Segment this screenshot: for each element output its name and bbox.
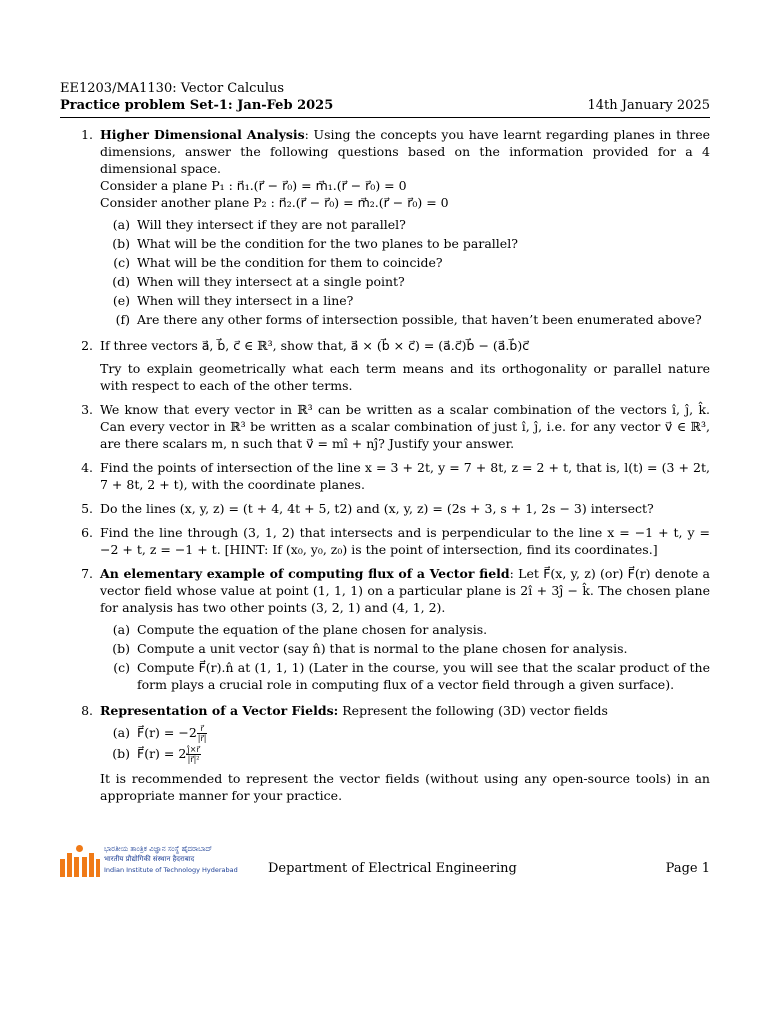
problem-5 bbox=[60, 500, 710, 517]
header-rule bbox=[60, 117, 710, 118]
logo-text-kannada: ಭಾರತೀಯ ತಾಂತ್ರಿಕ ವಿಜ್ಞಾನ ಸಂಸ್ಥೆ ಹೈದರಾಬಾದ್ bbox=[104, 845, 213, 853]
problem-2 bbox=[60, 337, 710, 394]
sub-question: (f) Are there any other forms of intersection possible, that haven’t been enumerated above? bbox=[115, 312, 702, 327]
problem-text: Find the points of intersection of the line x = 3 + 2t, y = 7 + 8t, z = 2 + t, that is, l(t) = (3 + 2t, 7 + 8t, 2 + t), with the coordinate planes. bbox=[100, 460, 710, 492]
date: 14th January 2025 bbox=[587, 98, 710, 113]
logo-text-english: Indian Institute of Technology Hyderabad bbox=[104, 866, 238, 874]
problem-number: 2. bbox=[81, 338, 93, 353]
problem-title: Representation of a Vector Fields: bbox=[100, 703, 339, 718]
problem-1 bbox=[60, 126, 710, 330]
problem-3 bbox=[60, 401, 710, 452]
problem-title: Higher Dimensional Analysis bbox=[100, 127, 305, 142]
plane-p1-definition: Consider a plane P₁ : n⃗₁.(r⃗ − r⃗₀) = m⃗₁.(r⃗ − r⃗₀) = 0 bbox=[100, 178, 407, 193]
sub-question: (a) Compute the equation of the plane chosen for analysis. bbox=[112, 622, 488, 637]
problem-text: Find the line through (3, 1, 2) that intersects and is perpendicular to the line x = −1 + t, y = −2 + t, z = −1 + t. [HINT: If (x₀, y₀, z₀) is the point of intersection, find its coordinates.] bbox=[100, 525, 710, 557]
sub-question: (b) Compute a unit vector (say n̂) that is normal to the plane chosen for analysis. bbox=[112, 641, 628, 656]
course-title: EE1203/MA1130: Vector Calculus bbox=[60, 81, 285, 96]
problem-number: 3. bbox=[81, 402, 93, 417]
problem-4 bbox=[60, 459, 710, 493]
problem-number: 6. bbox=[81, 525, 93, 540]
problem-text: : Using the concepts you have learnt regarding planes in three dimensions, answer the following questions based on the information provided for a 4 dimensional space. bbox=[100, 127, 710, 176]
vector-field-a: (a) F⃗(r) = −2 $\frac{r⃗}{|r⃗|}$ bbox=[112, 724, 207, 743]
fraction: $\frac{r⃗}{|r⃗|}$ bbox=[197, 724, 207, 743]
problem-number: 1. bbox=[81, 127, 93, 142]
fraction: $\frac{ĵ\times r⃗}{\text{|r⃗|²}}$ bbox=[187, 745, 200, 764]
vector-field-b: (b) F⃗(r) = 2 $\frac{ĵ\times r⃗}{\text{|r⃗|²}}$ bbox=[112, 745, 200, 764]
logo-mark-icon bbox=[60, 845, 100, 877]
problem-number: 4. bbox=[81, 460, 93, 475]
sub-question: (c) Compute F⃗(r).n̂ at (1, 1, 1) (Later in the course, you will see that the scalar product of the form plays a crucial role in computing flux of a vector field through a given surface). bbox=[113, 660, 710, 692]
iith-logo bbox=[60, 845, 238, 877]
sub-question: (c) What will be the condition for them to coincide? bbox=[113, 255, 443, 270]
problem-set-title: Practice problem Set-1: Jan-Feb 2025 bbox=[60, 98, 334, 113]
problem-followup: It is recommended to represent the vector fields (without using any open-source tools) in an appropriate manner for your practice. bbox=[100, 771, 710, 803]
sub-question: (e) When will they intersect in a line? bbox=[112, 293, 354, 308]
problem-title: An elementary example of computing flux of a Vector field bbox=[100, 566, 510, 581]
page-footer bbox=[60, 845, 710, 877]
page-number: Page 1 bbox=[665, 861, 710, 876]
problem-7 bbox=[60, 565, 710, 695]
problem-text: If three vectors a⃗, b⃗, c⃗ ∈ ℝ³, show that, a⃗ × (b⃗ × c⃗) = (a⃗.c⃗)b⃗ − (a⃗.b⃗)c⃗ bbox=[100, 338, 530, 353]
sub-question: (a) Will they intersect if they are not parallel? bbox=[112, 217, 406, 232]
problem-text: : Let F⃗(x, y, z) (or) F⃗(r) denote a vector field whose value at point (1, 1, 1) on a particular plane is 2î + 3ĵ − k̂. The chosen plane for analysis has two other points (3, 2, 1) and (4, 1, 2). bbox=[100, 566, 711, 615]
problem-text: We know that every vector in ℝ³ can be written as a scalar combination of the vectors î, ĵ, k̂. Can every vector in ℝ³ be written as a scalar combination of just î, ĵ, i.e. for any vector v⃗ ∈ ℝ³, are there scalars m, n such that v⃗ = mî + nĵ? Justify your answer. bbox=[100, 402, 710, 451]
problem-6 bbox=[60, 524, 710, 558]
sub-question: (d) When will they intersect at a single point? bbox=[112, 274, 405, 289]
problem-number: 7. bbox=[81, 566, 93, 581]
problem-number: 5. bbox=[81, 501, 93, 516]
problem-followup: Try to explain geometrically what each term means and its orthogonality or parallel nature with respect to each of the other terms. bbox=[100, 361, 710, 393]
logo-text-hindi: भारतीय प्रौद्योगिकी संस्थान हैदराबाद bbox=[104, 855, 195, 863]
problem-text: Do the lines (x, y, z) = (t + 4, 4t + 5, t2) and (x, y, z) = (2s + 3, s + 1, 2s − 3) intersect? bbox=[100, 501, 654, 516]
problem-number: 8. bbox=[81, 703, 93, 718]
sub-question: (b) What will be the condition for the two planes to be parallel? bbox=[112, 236, 518, 251]
department-name: Department of Electrical Engineering bbox=[268, 861, 517, 876]
problem-list bbox=[60, 126, 710, 811]
problem-8 bbox=[60, 702, 710, 804]
problem-text: Represent the following (3D) vector fields bbox=[338, 703, 608, 718]
plane-p2-definition: Consider another plane P₂ : n⃗₂.(r⃗ − r⃗₀) = m⃗₂.(r⃗ − r⃗₀) = 0 bbox=[100, 195, 449, 210]
